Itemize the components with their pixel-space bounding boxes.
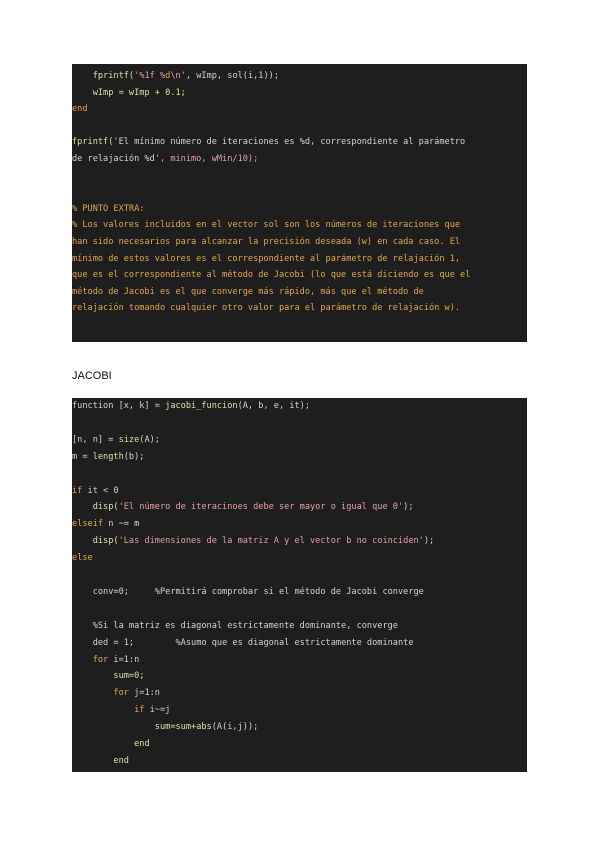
code-token: % Los valores incluidos en el vector sol son los números de iteraciones que: [72, 220, 461, 231]
code-token: ded = 1;: [92, 637, 176, 648]
code-line: [72, 721, 258, 733]
code-token: mínimo de estos valores es el correspondiente al parámetro de relajación 1,: [72, 253, 461, 264]
code-line: [72, 203, 144, 215]
code-token: %Si la matriz es diagonal estrictamente dominante, converge: [92, 620, 398, 631]
code-token: fprintf(: [92, 71, 135, 81]
code-line: [72, 236, 460, 248]
code-line: [72, 400, 310, 412]
code-line: [72, 302, 460, 314]
code-token: for: [113, 688, 129, 699]
code-line: [72, 518, 139, 530]
code-block-2: [72, 398, 527, 772]
code-token: m =: [72, 451, 93, 462]
code-token: end: [134, 739, 150, 749]
code-token: método de Jacobi es el que converge más rápido, más que el método de: [72, 286, 424, 297]
code-line: [72, 755, 129, 767]
code-token: han sido necesarios para alcanzar la precisión deseada (w) en cada caso. El: [72, 237, 461, 247]
code-line: [72, 153, 258, 165]
code-token: conv=0;: [92, 586, 155, 597]
code-token: if: [134, 705, 145, 716]
code-token: 'El mínimo número de iteraciones es %d, correspondiente al parámetro: [113, 137, 466, 148]
code-line: [72, 704, 170, 716]
code-line: [72, 136, 465, 148]
code-line: [72, 451, 144, 463]
code-line: [72, 70, 279, 82]
code-token: %Asumo que es diagonal estrictamente dominante: [175, 637, 414, 648]
code-token: fprintf(: [72, 137, 114, 148]
code-line: [72, 738, 150, 750]
code-token: size: [118, 434, 140, 445]
code-token: i=1:n: [108, 654, 140, 665]
code-token: wImp = wImp + 0.1;: [92, 87, 186, 98]
code-token: );: [423, 536, 435, 547]
code-token: i~=j: [144, 705, 171, 716]
code-token: abs: [196, 722, 212, 733]
code-token: sum=sum+: [154, 722, 197, 733]
code-token: disp(: [92, 502, 119, 513]
code-token: else: [72, 553, 93, 564]
code-line: [72, 654, 139, 666]
code-token: j=1:n: [128, 688, 160, 699]
code-token: (A(i,j));: [211, 722, 259, 733]
code-token: n ~= m: [103, 519, 140, 530]
code-token: 'El número de iteracinoes debe ser mayor o igual que 0': [118, 502, 404, 513]
code-token: '%1f %: [134, 71, 166, 81]
code-token: [n, n] =: [72, 434, 119, 445]
code-token: relajación tomando cualquier otro valor para el parámetro de relajación w).: [72, 303, 461, 314]
code-line: [72, 670, 144, 682]
code-token: sum=0;: [113, 671, 145, 682]
code-token: d: [165, 71, 171, 81]
code-line: [72, 485, 119, 497]
code-token: disp(: [92, 536, 119, 547]
code-line: [72, 219, 460, 231]
code-token: %Permitirá comprobar si el método de Jacobi converge: [154, 586, 424, 597]
code-token: for: [92, 654, 109, 665]
code-line: [72, 87, 186, 99]
code-line: [72, 687, 160, 699]
code-token: de relajación %d': [72, 154, 160, 164]
code-line: [72, 253, 460, 265]
code-token: que es el correspondiente al método de Jacobi (lo que está diciendo es que el: [72, 270, 471, 281]
code-line: [72, 620, 398, 632]
code-line: [72, 269, 470, 281]
code-token: \n': [170, 71, 186, 81]
code-token: length: [92, 451, 124, 462]
code-token: (b);: [123, 451, 145, 462]
code-token: 'Las dimensiones de la matriz A y el vector b no coinciden': [118, 536, 424, 547]
code-token: if: [72, 485, 83, 496]
code-token: , minimo, wMin/10);: [159, 154, 259, 164]
section-heading-jacobi: JACOBI: [72, 370, 112, 382]
code-token: elseif: [72, 519, 104, 530]
code-block-1: [72, 64, 527, 342]
code-token: , wImp, sol(i,1));: [185, 71, 280, 81]
code-token: jacobi_funcion: [165, 401, 238, 411]
code-token: );: [403, 502, 414, 513]
code-token: (A, b, e, it);: [237, 401, 311, 411]
code-line: [72, 552, 93, 564]
code-line: [72, 434, 160, 446]
code-line: [72, 637, 414, 649]
code-token: it < 0: [82, 485, 119, 496]
code-line: [72, 535, 434, 547]
code-line: [72, 103, 88, 115]
code-token: (A);: [139, 434, 160, 445]
code-line: [72, 286, 424, 298]
code-token: function [x, k] =: [72, 401, 166, 411]
code-line: [72, 586, 424, 598]
code-token: end: [72, 104, 88, 115]
code-line: [72, 501, 414, 513]
code-token: % PUNTO EXTRA:: [72, 203, 145, 214]
code-token: end: [113, 755, 129, 766]
